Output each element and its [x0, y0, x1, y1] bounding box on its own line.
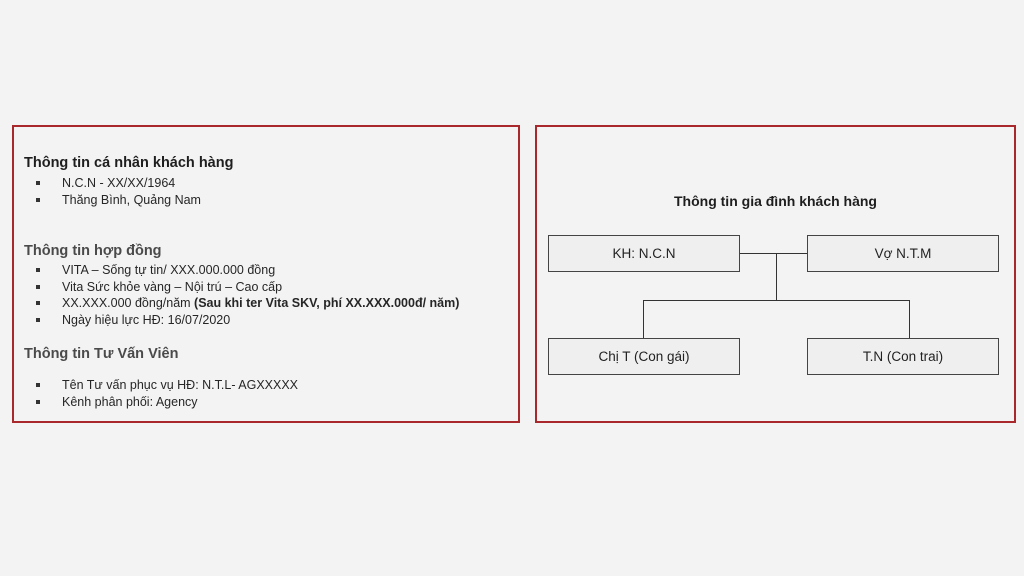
- list-item: N.C.N - XX/XX/1964: [36, 175, 201, 192]
- customer-node: KH: N.C.N: [548, 235, 740, 272]
- bullet-icon: [36, 301, 40, 305]
- advisor-info-list: [36, 377, 298, 410]
- contract-info-list: [36, 262, 459, 328]
- daughter-node: Chị T (Con gái): [548, 338, 740, 375]
- family-diagram-title: Thông tin gia đình khách hàng: [674, 193, 877, 209]
- sibling-line: [643, 300, 909, 301]
- bullet-icon: [36, 318, 40, 322]
- contract-info-title: Thông tin hợp đồng: [24, 243, 162, 259]
- list-item: Ngày hiệu lực HĐ: 16/07/2020: [36, 312, 459, 329]
- list-item: Kênh phân phối: Agency: [36, 394, 298, 411]
- customer-info-title: Thông tin cá nhân khách hàng: [24, 155, 234, 171]
- list-item: XX.XXX.000 đồng/năm (Sau khi ter Vita SKV, phí XX.XXX.000đ/ năm): [36, 295, 459, 312]
- advisor-info-title: Thông tin Tư Vấn Viên: [24, 346, 179, 362]
- customer-info-panel: [12, 125, 520, 423]
- son-node: T.N (Con trai): [807, 338, 999, 375]
- family-diagram-panel: [535, 125, 1016, 423]
- bullet-icon: [36, 198, 40, 202]
- list-item: VITA – Sống tự tin/ XXX.000.000 đồng: [36, 262, 459, 279]
- list-item: Thăng Bình, Quảng Nam: [36, 192, 201, 209]
- customer-info-list: [36, 175, 201, 208]
- list-item: Tên Tư vấn phục vụ HĐ: N.T.L- AGXXXXX: [36, 377, 298, 394]
- bullet-icon: [36, 268, 40, 272]
- son-link-line: [909, 300, 910, 338]
- descent-line: [776, 253, 777, 300]
- bullet-icon: [36, 181, 40, 185]
- spouse-node: Vợ N.T.M: [807, 235, 999, 272]
- bullet-icon: [36, 400, 40, 404]
- marriage-line: [740, 253, 807, 254]
- daughter-link-line: [643, 300, 644, 338]
- bullet-icon: [36, 285, 40, 289]
- list-item: Vita Sức khỏe vàng – Nội trú – Cao cấp: [36, 279, 459, 296]
- bullet-icon: [36, 383, 40, 387]
